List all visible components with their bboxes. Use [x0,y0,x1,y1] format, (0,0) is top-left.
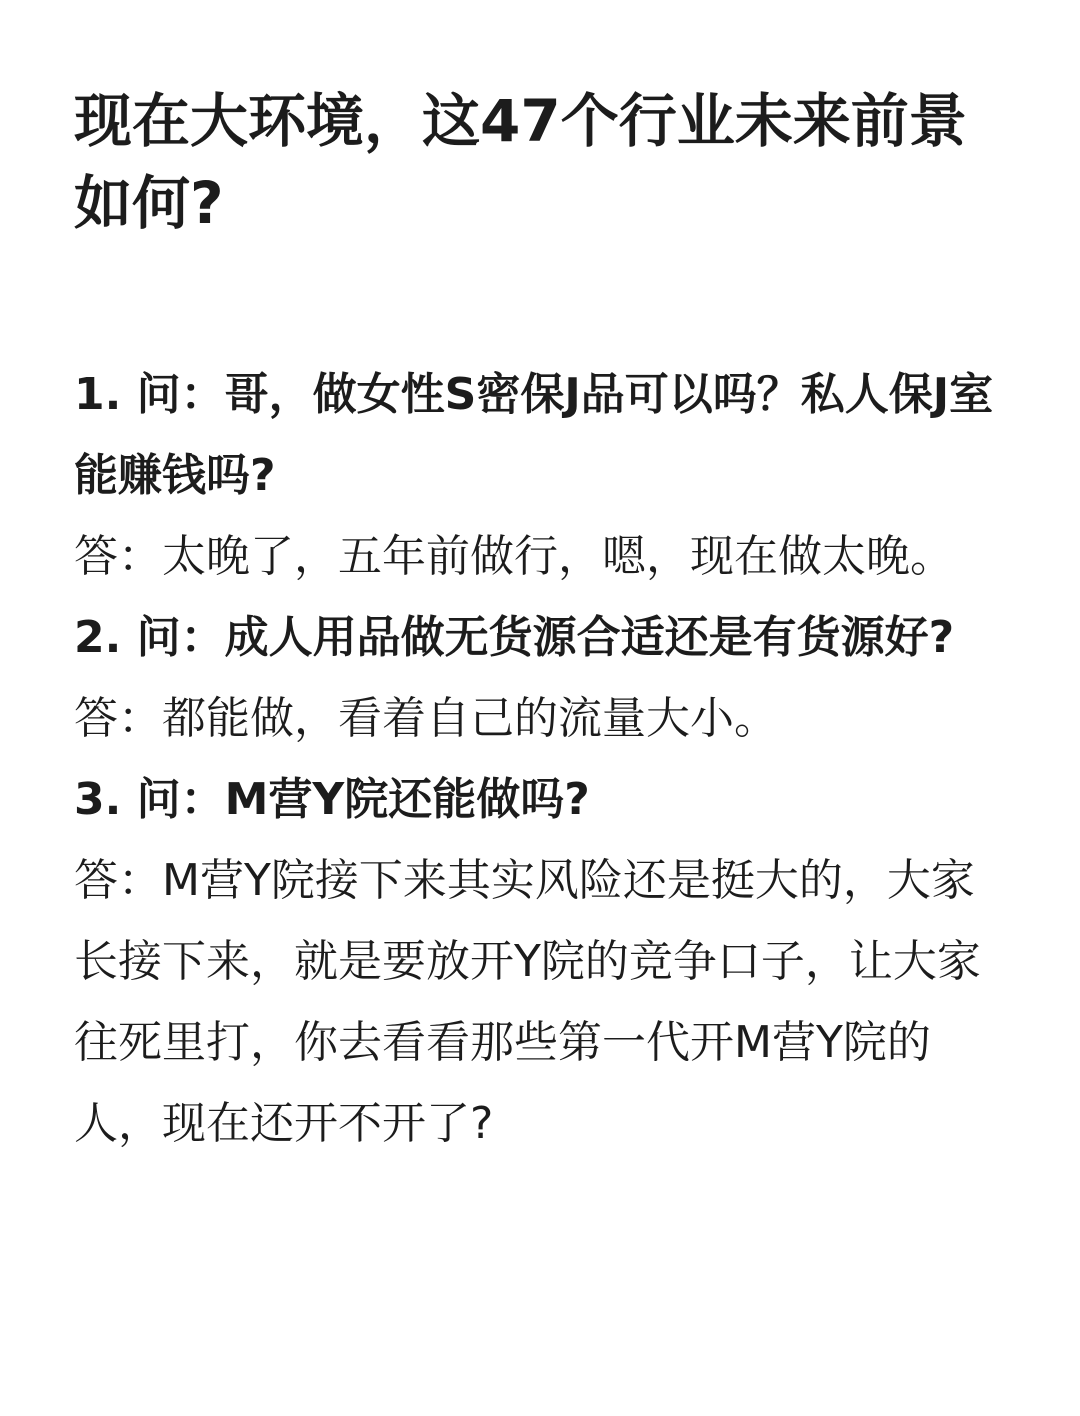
page-title: 现在大环境，这47个行业未来前景如何? [74,87,967,237]
article [74,80,1014,1164]
question-1: 1. 问：哥，做女性S密保J品可以吗？私人保J室能赚钱吗? [74,369,994,501]
answer-2: 答：都能做，看着自己的流量大小。 [74,693,778,744]
qa-list [74,354,1014,1164]
answer-3: 答：M营Y院接下来其实风险还是挺大的，大家长接下来，就是要放开Y院的竞争口子，让大家往死里打，你去看看那些第一代开M营Y院的人，现在还开不开了? [74,855,981,1149]
question-2: 2. 问：成人用品做无货源合适还是有货源好? [74,612,955,663]
question-3: 3. 问：M营Y院还能做吗? [74,774,590,825]
qa-item-3 [74,759,1014,1164]
qa-item-1 [74,354,1014,597]
qa-item-2 [74,597,1014,759]
answer-1: 答：太晚了，五年前做行，嗯，现在做太晚。 [74,531,954,582]
